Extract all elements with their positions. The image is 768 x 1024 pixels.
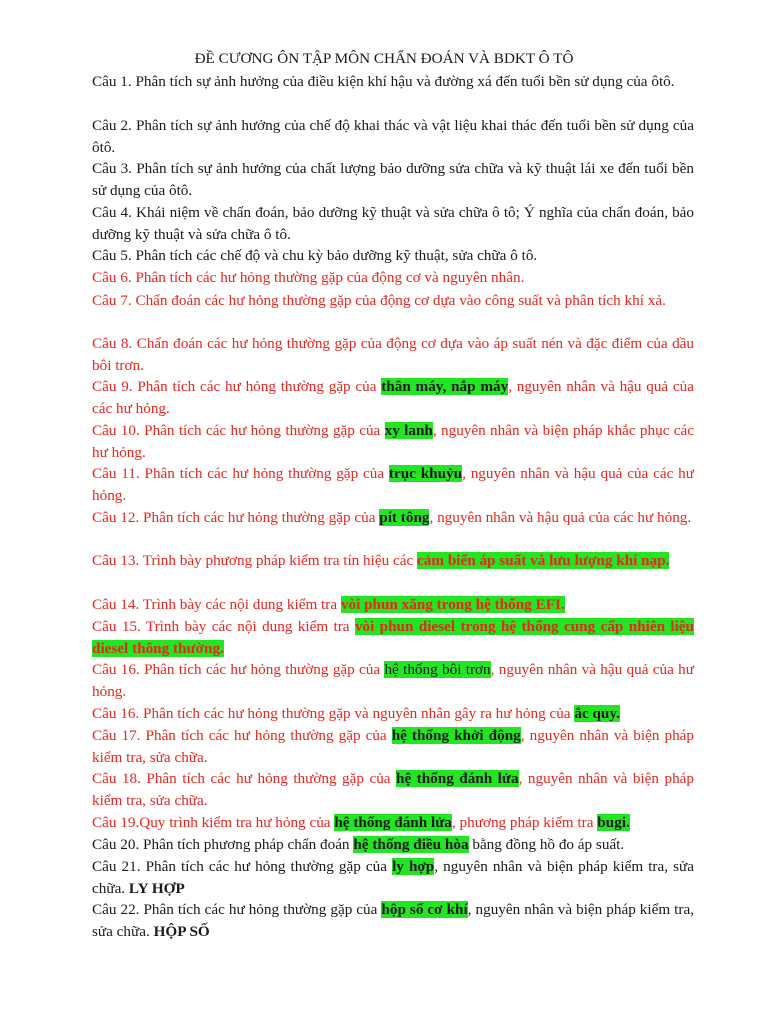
question-text: Câu 9. Phân tích các hư hỏng thường gặp của bbox=[92, 378, 382, 395]
question-text: Câu 13. Trình bày phương pháp kiểm tra tín hiệu các bbox=[92, 552, 418, 569]
highlighted-topic: hộp số cơ khí bbox=[381, 901, 468, 918]
question-18 bbox=[92, 768, 694, 811]
question-text: Câu 22. Phân tích các hư hỏng thường gặp của bbox=[92, 901, 382, 918]
question-text: Câu 20. Phân tích phương pháp chẩn đoán bbox=[92, 836, 354, 853]
question-20 bbox=[92, 834, 694, 856]
question-16b bbox=[92, 703, 694, 725]
highlighted-topic: hệ thống đánh lửa bbox=[396, 770, 519, 787]
question-10 bbox=[92, 420, 694, 463]
question-14 bbox=[92, 594, 694, 616]
question-text: , nguyên nhân và hậu quả của hư hỏng. bbox=[92, 661, 694, 700]
question-text: , phương pháp kiểm tra bbox=[451, 814, 598, 831]
question-text: Câu 21. Phân tích các hư hỏng thường gặp của bbox=[92, 858, 393, 875]
question-text: Câu 18. Phân tích các hư hỏng thường gặp của bbox=[92, 770, 396, 787]
question-text: Câu 15. Trình bày các nội dung kiểm tra bbox=[92, 618, 355, 635]
question-text: Câu 19.Quy trình kiểm tra hư hỏng của bbox=[92, 814, 335, 831]
highlighted-topic: pít tông bbox=[379, 509, 430, 526]
question-text: Câu 16. Phân tích các hư hỏng thường gặp của bbox=[92, 661, 385, 678]
question-2: Câu 2. Phân tích sự ảnh hưởng của chế độ khai thác và vật liệu khai thác đến tuổi bền sử dụng của ôtô. bbox=[92, 117, 694, 156]
question-text: , nguyên nhân và biện pháp kiểm tra, sửa chữa. bbox=[92, 727, 694, 766]
highlighted-topic: thân máy, nắp máy bbox=[381, 378, 509, 395]
question-text: , nguyên nhân và biện pháp kiểm tra, sửa chữa. bbox=[92, 858, 694, 897]
question-text: Câu 11. Phân tích các hư hỏng thường gặp của bbox=[92, 465, 389, 482]
topic-tag: LY HỢP bbox=[128, 879, 185, 897]
highlighted-topic: vòi phun xăng trong hệ thống EFI. bbox=[340, 596, 565, 613]
question-text: , nguyên nhân và biện pháp kiểm tra, sửa chữa. bbox=[92, 901, 694, 940]
question-text: Câu 14. Trình bày các nội dung kiểm tra bbox=[92, 596, 341, 613]
highlighted-topic: ắc quy. bbox=[574, 705, 620, 722]
question-text: , nguyên nhân và hậu quả của các hư hỏng. bbox=[92, 465, 694, 504]
question-9 bbox=[92, 376, 694, 419]
question-8: Câu 8. Chẩn đoán các hư hỏng thường gặp của động cơ dựa vào áp suất nén và đặc điểm của dầu bôi trơn. bbox=[92, 335, 694, 374]
highlighted-topic: xy lanh bbox=[384, 422, 433, 439]
question-text: , nguyên nhân và hậu quả của các hư hỏng. bbox=[429, 509, 692, 526]
question-text: , nguyên nhân và biện pháp khắc phục các hư hỏng. bbox=[92, 422, 694, 461]
page-title: ĐỀ CƯƠNG ÔN TẬP MÔN CHẨN ĐOÁN VÀ BDKT Ô TÔ bbox=[194, 50, 574, 67]
highlighted-topic: vòi phun diesel trong hệ thống cung cấp nhiên liệu diesel thông thường. bbox=[92, 618, 694, 657]
highlighted-topic: hệ thống đánh lửa bbox=[334, 814, 452, 831]
question-6: Câu 6. Phân tích các hư hỏng thường gặp của động cơ và nguyên nhân. bbox=[92, 269, 525, 286]
highlighted-topic: hệ thống bôi trơn bbox=[384, 661, 491, 678]
question-19 bbox=[92, 812, 694, 834]
topic-tag: HỘP SỐ bbox=[153, 922, 210, 940]
question-16a bbox=[92, 659, 694, 702]
question-text: , nguyên nhân và biện pháp kiểm tra, sửa chữa. bbox=[92, 770, 694, 809]
question-text: Câu 10. Phân tích các hư hỏng thường gặp của bbox=[92, 422, 385, 439]
question-4: Câu 4. Khái niệm về chẩn đoán, bảo dưỡng kỹ thuật và sửa chữa ô tô; Ý nghĩa của chẩn đoán, bảo dưỡng kỹ thuật và sửa chữa ô tô. bbox=[92, 204, 694, 243]
question-text: Câu 12. Phân tích các hư hỏng thường gặp của bbox=[92, 509, 380, 526]
question-text: Câu 17. Phân tích các hư hỏng thường gặp của bbox=[92, 727, 392, 744]
question-text: bằng đồng hồ đo áp suất. bbox=[468, 836, 625, 853]
question-17 bbox=[92, 725, 694, 768]
highlighted-topic: hệ thống điều hòa bbox=[353, 836, 469, 853]
question-13 bbox=[92, 550, 694, 572]
question-5: Câu 5. Phân tích các chế độ và chu kỳ bảo dưỡng kỹ thuật, sửa chữa ô tô. bbox=[92, 247, 538, 264]
highlighted-topic: hệ thống khởi động bbox=[391, 727, 521, 744]
question-15 bbox=[92, 616, 694, 659]
highlighted-topic: cảm biến áp suất và lưu lượng khí nạp. bbox=[417, 552, 670, 569]
highlighted-topic: ly hợp bbox=[392, 858, 435, 875]
question-text: , nguyên nhân và hậu quả của các hư hỏng. bbox=[92, 378, 695, 417]
question-22 bbox=[92, 899, 694, 942]
question-12 bbox=[92, 507, 694, 529]
highlighted-topic: bugi. bbox=[597, 814, 630, 831]
question-3: Câu 3. Phân tích sự ảnh hưởng của chất lượng bảo dưỡng sửa chữa và kỹ thuật lái xe đến tuổi bền sử dụng của ôtô. bbox=[92, 160, 694, 199]
highlighted-topic: trục khuỷu bbox=[388, 465, 463, 482]
question-7: Câu 7. Chẩn đoán các hư hỏng thường gặp của động cơ dựa vào công suất và phân tích khí xả. bbox=[92, 292, 666, 309]
question-text: Câu 16. Phân tích các hư hỏng thường gặp và nguyên nhân gây ra hư hỏng của bbox=[92, 705, 575, 722]
question-11 bbox=[92, 463, 694, 506]
question-21 bbox=[92, 856, 694, 899]
question-1: Câu 1. Phân tích sự ảnh hưởng của điều kiện khí hậu và đường xá đến tuổi bền sử dụng của ôtô. bbox=[92, 73, 675, 90]
